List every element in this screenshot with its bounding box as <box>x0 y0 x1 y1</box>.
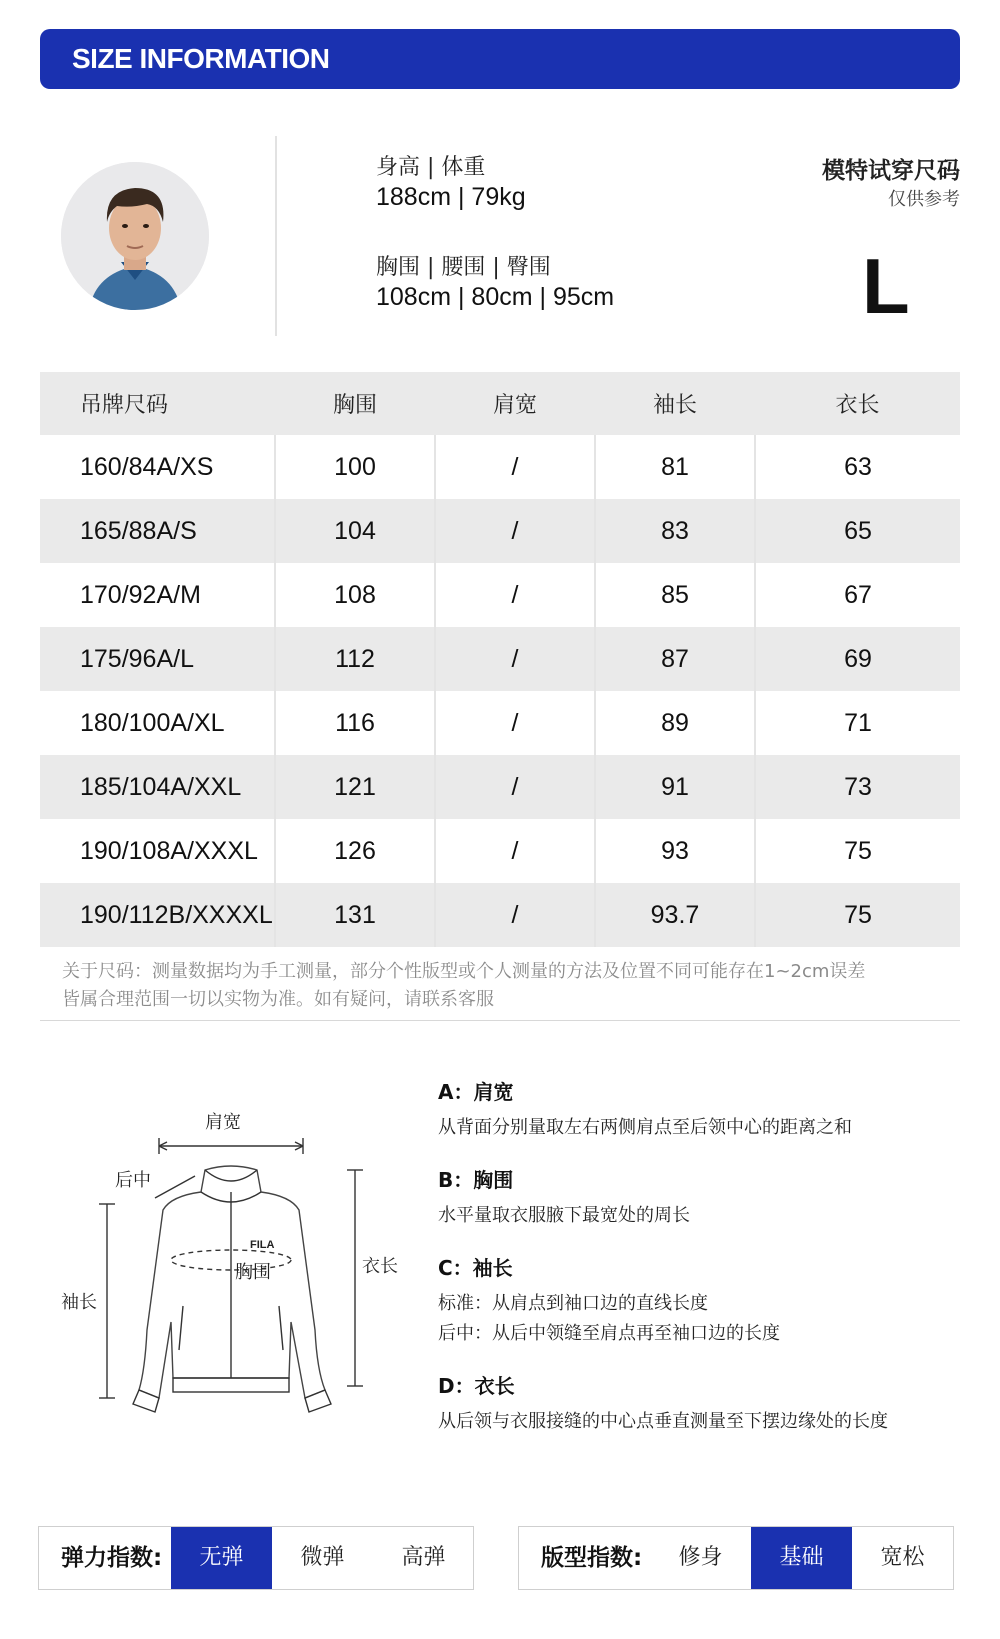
cell-shoulder: / <box>435 755 595 819</box>
note-line-1: 关于尺码：测量数据均为手工测量，部分个性版型或个人测量的方法及位置不同可能存在1~2cm误差 <box>62 961 866 982</box>
diagram-label-back-center: 后中 <box>115 1170 151 1191</box>
size-table <box>40 372 960 947</box>
cell-chest: 108 <box>275 563 435 627</box>
cell-size: 190/112B/XXXXL <box>40 883 275 947</box>
cell-length: 69 <box>755 627 960 691</box>
height-weight-value: 188cm | 79kg <box>376 183 526 211</box>
cell-chest: 126 <box>275 819 435 883</box>
cell-length: 73 <box>755 755 960 819</box>
fit-title: 模特试穿尺码 <box>822 158 960 184</box>
cell-shoulder: / <box>435 627 595 691</box>
definition-length <box>438 1370 888 1437</box>
header-length: 衣长 <box>755 372 960 435</box>
cell-length: 71 <box>755 691 960 755</box>
table-row <box>40 499 960 563</box>
note-divider <box>40 1020 960 1021</box>
model-avatar <box>61 162 209 310</box>
cell-shoulder: / <box>435 883 595 947</box>
cell-size: 180/100A/XL <box>80 708 225 737</box>
cell-chest: 131 <box>275 883 435 947</box>
definition-shoulder <box>438 1076 852 1143</box>
fit-option-regular[interactable]: 基础 <box>751 1527 852 1589</box>
cell-size: 160/84A/XS <box>80 452 214 481</box>
cell-sleeve: 93 <box>595 819 755 883</box>
jacket-diagram <box>55 1100 415 1420</box>
table-header-row <box>40 372 960 435</box>
diagram-label-length: 衣长 <box>362 1256 398 1277</box>
definition-title: B：胸围 <box>438 1168 514 1192</box>
definition-title: C：袖长 <box>438 1256 513 1280</box>
cell-sleeve: 85 <box>595 563 755 627</box>
definition-title: A：肩宽 <box>438 1080 514 1104</box>
fit-option-loose[interactable]: 宽松 <box>880 1545 925 1570</box>
fit-option-slim[interactable]: 修身 <box>678 1545 723 1570</box>
table-row <box>40 563 960 627</box>
table-row <box>40 435 960 499</box>
definition-text: 后中：从后中领缝至肩点再至袖口边的长度 <box>438 1323 780 1344</box>
measure-label: 胸围 | 腰围 | 臀围 <box>376 255 551 280</box>
elasticity-index <box>38 1526 474 1590</box>
table-row <box>40 627 960 691</box>
definition-text: 从后领与衣服接缝的中心点垂直测量至下摆边缘处的长度 <box>438 1411 888 1432</box>
fit-index-label: 版型指数: <box>541 1545 643 1571</box>
header-shoulder: 肩宽 <box>435 372 595 435</box>
header-chest: 胸围 <box>275 372 435 435</box>
table-row <box>40 819 960 883</box>
cell-shoulder: / <box>435 819 595 883</box>
header-sleeve: 袖长 <box>595 372 755 435</box>
elasticity-option-slight[interactable]: 微弹 <box>300 1545 345 1570</box>
cell-size: 170/92A/M <box>80 580 201 609</box>
cell-size: 175/96A/L <box>40 627 275 691</box>
cell-sleeve: 91 <box>595 755 755 819</box>
cell-length: 65 <box>755 499 960 563</box>
header-tag-size: 吊牌尺码 <box>40 372 275 435</box>
model-portrait-image <box>61 162 209 310</box>
table-row <box>40 755 960 819</box>
elasticity-option-none[interactable]: 无弹 <box>171 1527 272 1589</box>
note-line-2: 皆属合理范围一切以实物为准。如有疑问，请联系客服 <box>62 989 494 1010</box>
cell-length: 67 <box>755 563 960 627</box>
table-row <box>40 883 960 947</box>
diagram-label-shoulder: 肩宽 <box>205 1112 241 1133</box>
cell-shoulder: / <box>435 691 595 755</box>
jacket-logo: FILA <box>250 1239 275 1251</box>
elasticity-label: 弹力指数: <box>61 1545 163 1571</box>
definition-title: D：衣长 <box>438 1374 515 1398</box>
fit-note: 仅供参考 <box>888 189 960 210</box>
cell-size: 190/108A/XXXL <box>80 836 258 865</box>
cell-length: 75 <box>755 883 960 947</box>
cell-chest: 100 <box>275 435 435 499</box>
header-bar <box>40 29 960 89</box>
table-row <box>40 691 960 755</box>
cell-sleeve: 83 <box>595 499 755 563</box>
cell-sleeve: 89 <box>595 691 755 755</box>
cell-chest: 104 <box>275 499 435 563</box>
definition-sleeve <box>438 1252 780 1349</box>
measurement-note <box>62 958 962 1014</box>
model-divider <box>275 136 277 336</box>
cell-shoulder: / <box>435 435 595 499</box>
fit-index <box>518 1526 954 1590</box>
measure-value: 108cm | 80cm | 95cm <box>376 283 615 311</box>
definition-text: 水平量取衣服腋下最宽处的周长 <box>438 1205 690 1226</box>
cell-shoulder: / <box>435 499 595 563</box>
elasticity-option-high[interactable]: 高弹 <box>401 1545 446 1570</box>
cell-sleeve: 81 <box>595 435 755 499</box>
diagram-label-sleeve: 袖长 <box>61 1292 97 1313</box>
cell-sleeve: 87 <box>595 627 755 691</box>
height-weight-label: 身高 | 体重 <box>376 155 486 180</box>
cell-sleeve: 93.7 <box>595 883 755 947</box>
cell-chest: 121 <box>275 755 435 819</box>
cell-chest: 112 <box>275 627 435 691</box>
cell-length: 63 <box>755 435 960 499</box>
cell-chest: 116 <box>275 691 435 755</box>
definition-text: 标准：从肩点到袖口边的直线长度 <box>438 1293 708 1314</box>
cell-shoulder: / <box>435 563 595 627</box>
page-title: SIZE INFORMATION <box>72 43 330 74</box>
cell-length: 75 <box>755 819 960 883</box>
definition-text: 从背面分别量取左右两侧肩点至后领中心的距离之和 <box>438 1117 852 1138</box>
cell-size: 165/88A/S <box>40 499 275 563</box>
cell-size: 185/104A/XXL <box>40 755 275 819</box>
diagram-label-chest: 胸围 <box>235 1262 271 1283</box>
fit-size: L <box>862 242 910 330</box>
definition-chest <box>438 1164 690 1231</box>
